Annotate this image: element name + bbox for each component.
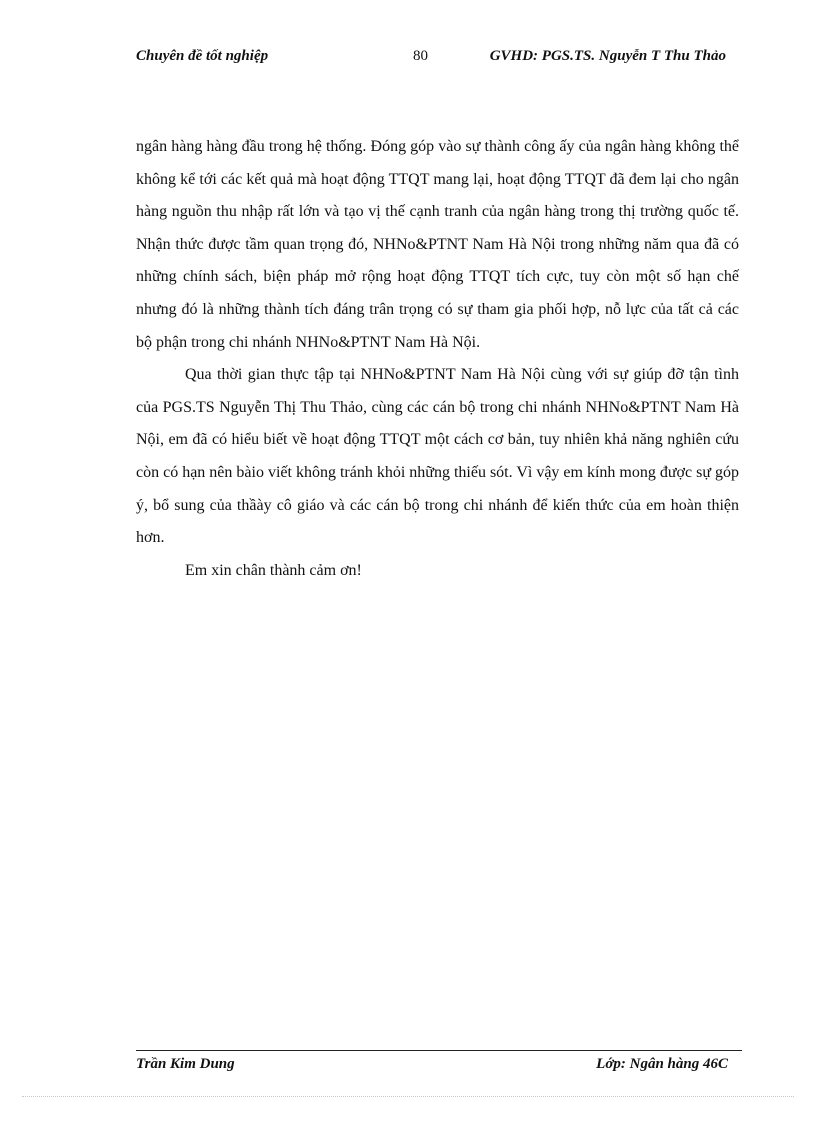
paragraph-thanks: Em xin chân thành cảm ơn! xyxy=(185,561,362,579)
body-content xyxy=(136,131,739,587)
supervisor-label: GVHD: PGS.TS. Nguyễn T Thu Thảo xyxy=(489,48,726,64)
paragraph-conclusion: ngân hàng hàng đầu trong hệ thống. Đóng góp vào sự thành công ấy của ngân hàng không thể không kể tới các kết quả mà hoạt động TTQT mang lại, hoạt động TTQT đã đem lại cho ngân hàng nguồn thu nhập rất lớn và tạo vị thế cạnh tranh của ngân hàng trong thị trường quốc tế. Nhận thức được tầm quan trọng đó, NHNo&PTNT Nam Hà Nội trong những năm qua đã có những chính sách, biện pháp mở rộng hoạt động TTQT tích cực, tuy còn một số hạn chế nhưng đó là những thành tích đáng trân trọng có sự tham gia phối hợp, nỗ lực của tất cả các bộ phận trong chi nhánh NHNo&PTNT Nam Hà Nội. xyxy=(136,138,739,351)
page-bottom-edge xyxy=(22,1096,794,1097)
page-header xyxy=(136,48,742,70)
author-name: Trần Kim Dung xyxy=(136,1056,235,1072)
page-footer xyxy=(136,1056,742,1078)
document-title: Chuyên đề tốt nghiệp xyxy=(136,48,269,64)
page-number: 80 xyxy=(413,48,428,64)
paragraph-acknowledgement: Qua thời gian thực tập tại NHNo&PTNT Nam Hà Nội cùng với sự giúp đỡ tận tình của PGS.TS Nguyễn Thị Thu Thảo, cùng các cán bộ trong chi nhánh NHNo&PTNT Nam Hà Nội, em đã có hiểu biết về hoạt động TTQT một cách cơ bản, tuy nhiên khả năng nghiên cứu còn có hạn nên bàio viết không tránh khỏi những thiếu sót. Vì vậy em kính mong được sự góp ý, bổ sung của thầày cô giáo và các cán bộ trong chi nhánh để kiến thức của em hoàn thiện hơn. xyxy=(136,366,739,547)
class-label: Lớp: Ngân hàng 46C xyxy=(596,1056,728,1072)
footer-divider xyxy=(136,1050,742,1051)
